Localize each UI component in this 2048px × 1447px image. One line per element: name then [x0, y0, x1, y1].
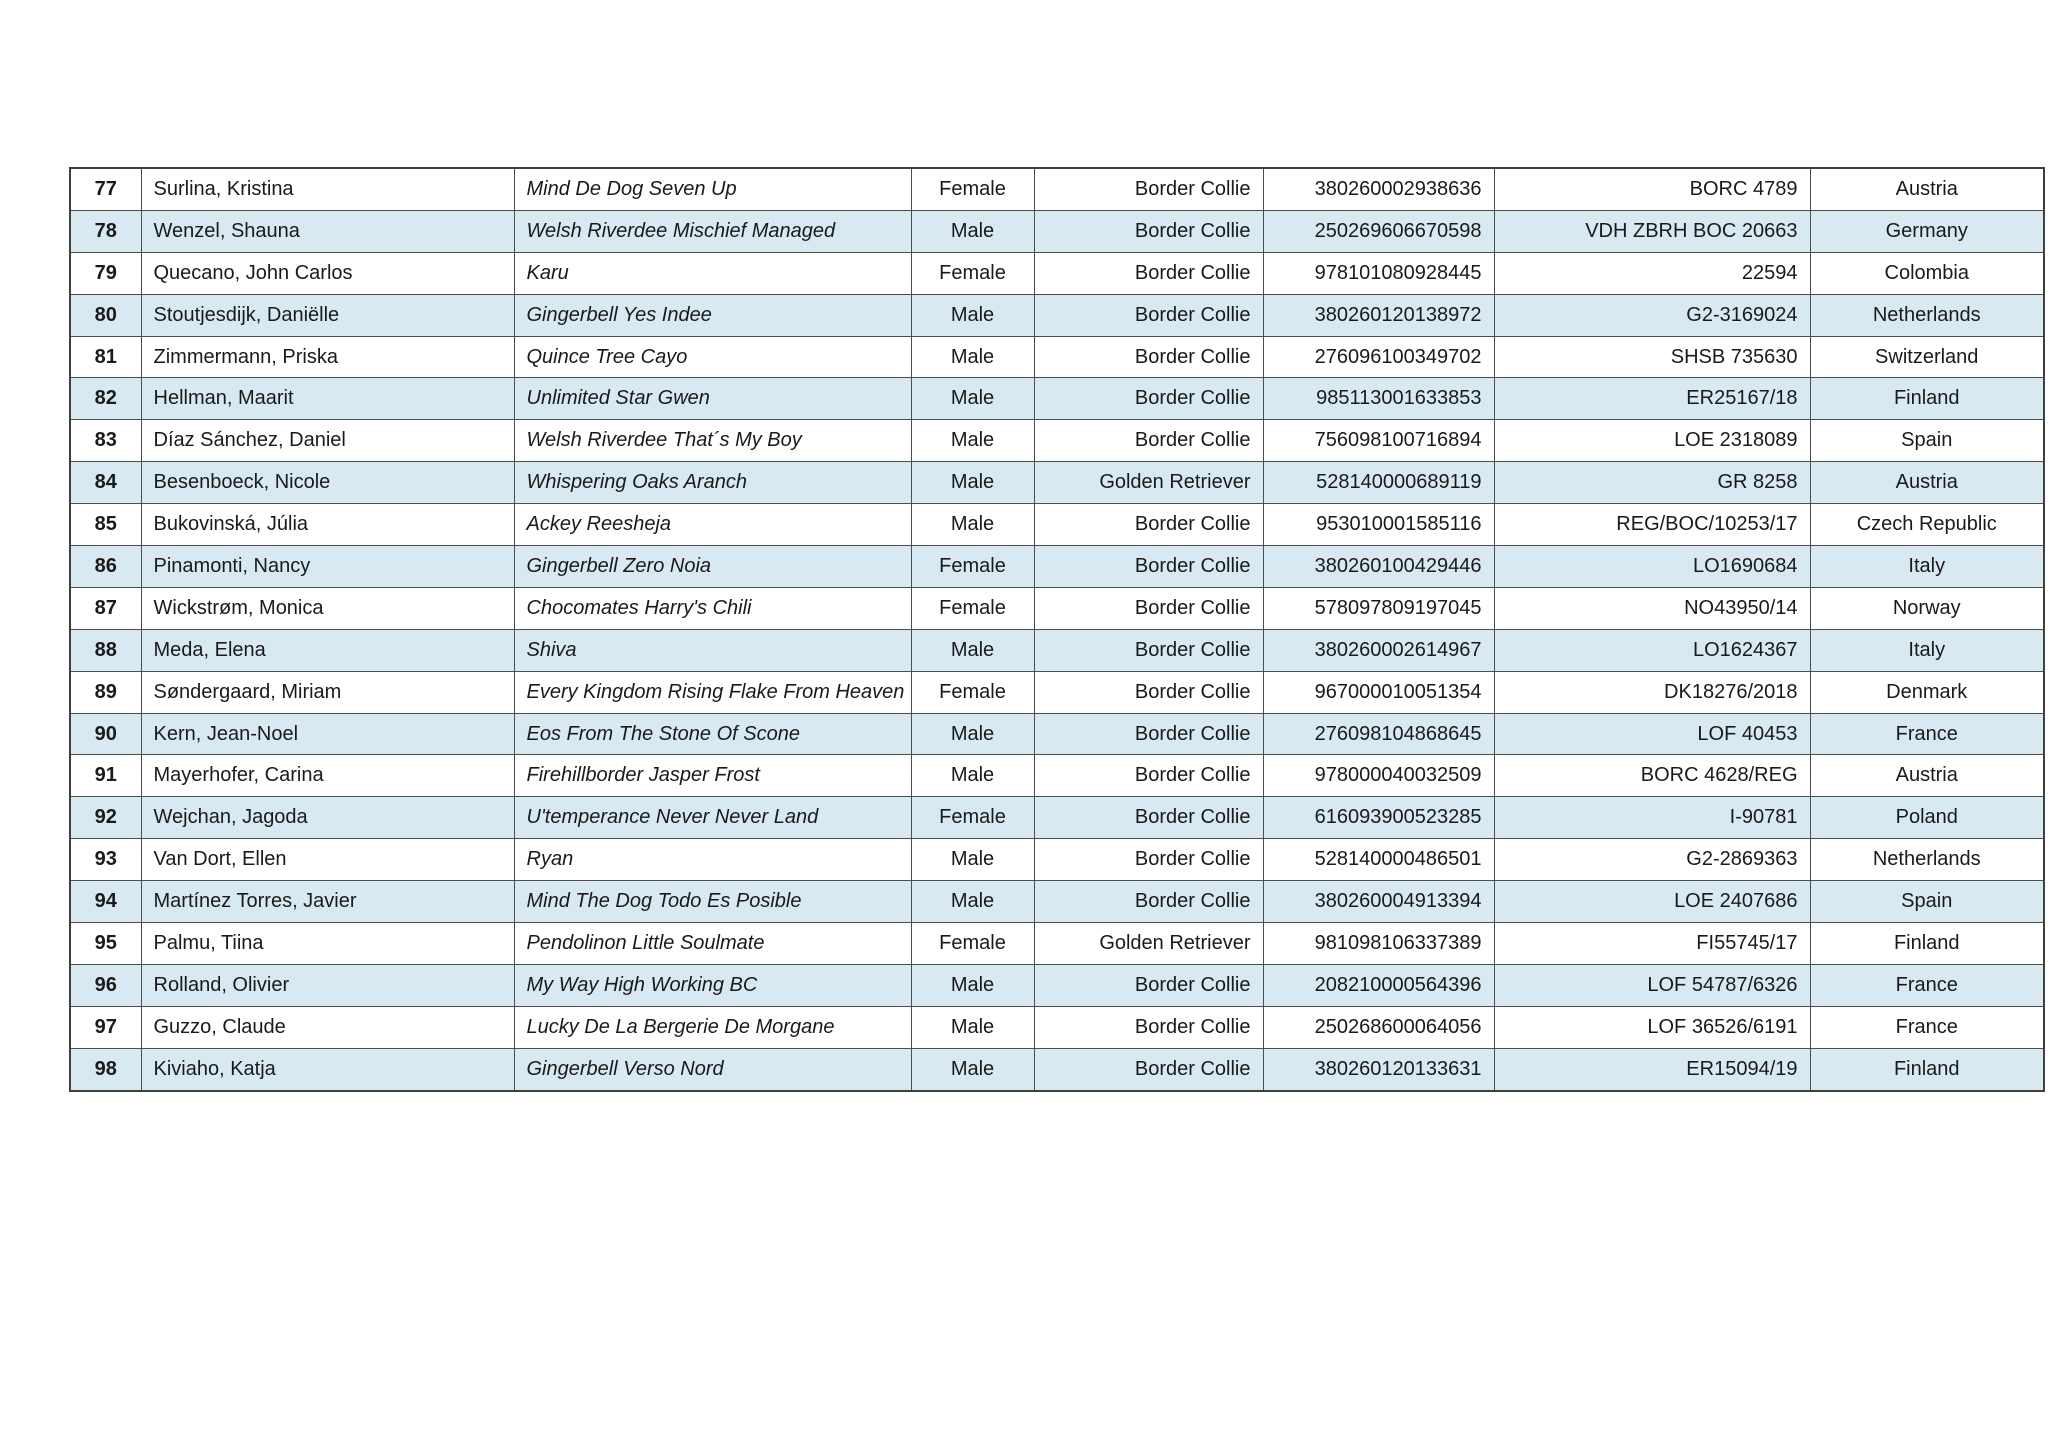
cell-registration-number: 22594 — [1494, 252, 1810, 294]
cell-entry-number: 85 — [70, 504, 141, 546]
cell-chip-number: 985113001633853 — [1263, 378, 1494, 420]
cell-registration-number: G2-2869363 — [1494, 839, 1810, 881]
cell-chip-number: 953010001585116 — [1263, 504, 1494, 546]
cell-chip-number: 756098100716894 — [1263, 420, 1494, 462]
cell-dog-name: Ackey Reesheja — [514, 504, 911, 546]
cell-breed: Golden Retriever — [1034, 462, 1263, 504]
cell-entry-number: 86 — [70, 546, 141, 588]
cell-breed: Border Collie — [1034, 252, 1263, 294]
cell-entry-number: 91 — [70, 755, 141, 797]
cell-sex: Male — [911, 378, 1034, 420]
cell-entry-number: 98 — [70, 1048, 141, 1090]
cell-country: Austria — [1810, 168, 2044, 210]
cell-breed: Border Collie — [1034, 797, 1263, 839]
cell-chip-number: 208210000564396 — [1263, 964, 1494, 1006]
cell-sex: Male — [911, 839, 1034, 881]
table-row — [70, 713, 2044, 755]
cell-dog-name: Pendolinon Little Soulmate — [514, 923, 911, 965]
cell-dog-name: Firehillborder Jasper Frost — [514, 755, 911, 797]
cell-chip-number: 528140000689119 — [1263, 462, 1494, 504]
cell-chip-number: 276096100349702 — [1263, 336, 1494, 378]
table-row — [70, 210, 2044, 252]
cell-dog-name: Gingerbell Verso Nord — [514, 1048, 911, 1090]
cell-dog-name: Shiva — [514, 629, 911, 671]
cell-sex: Female — [911, 252, 1034, 294]
table-row — [70, 546, 2044, 588]
cell-entry-number: 96 — [70, 964, 141, 1006]
cell-handler-name: Palmu, Tiina — [141, 923, 514, 965]
cell-chip-number: 380260004913394 — [1263, 881, 1494, 923]
cell-country: Czech Republic — [1810, 504, 2044, 546]
cell-dog-name: Every Kingdom Rising Flake From Heaven — [514, 671, 911, 713]
cell-country: Poland — [1810, 797, 2044, 839]
cell-registration-number: BORC 4789 — [1494, 168, 1810, 210]
table-row — [70, 881, 2044, 923]
cell-breed: Border Collie — [1034, 964, 1263, 1006]
cell-breed: Border Collie — [1034, 671, 1263, 713]
cell-dog-name: Lucky De La Bergerie De Morgane — [514, 1006, 911, 1048]
cell-registration-number: LO1624367 — [1494, 629, 1810, 671]
cell-country: Finland — [1810, 1048, 2044, 1090]
cell-country: Austria — [1810, 462, 2044, 504]
cell-breed: Border Collie — [1034, 336, 1263, 378]
table-row — [70, 629, 2044, 671]
cell-country: Spain — [1810, 881, 2044, 923]
cell-sex: Male — [911, 713, 1034, 755]
cell-country: Finland — [1810, 923, 2044, 965]
cell-country: Finland — [1810, 378, 2044, 420]
cell-registration-number: VDH ZBRH BOC 20663 — [1494, 210, 1810, 252]
table-row — [70, 168, 2044, 210]
cell-chip-number: 250269606670598 — [1263, 210, 1494, 252]
cell-chip-number: 380260100429446 — [1263, 546, 1494, 588]
cell-entry-number: 93 — [70, 839, 141, 881]
cell-country: Colombia — [1810, 252, 2044, 294]
cell-registration-number: I-90781 — [1494, 797, 1810, 839]
cell-entry-number: 94 — [70, 881, 141, 923]
cell-dog-name: Mind De Dog Seven Up — [514, 168, 911, 210]
cell-entry-number: 89 — [70, 671, 141, 713]
cell-dog-name: Mind The Dog Todo Es Posible — [514, 881, 911, 923]
cell-chip-number: 978000040032509 — [1263, 755, 1494, 797]
cell-sex: Male — [911, 964, 1034, 1006]
cell-entry-number: 83 — [70, 420, 141, 462]
cell-handler-name: Bukovinská, Júlia — [141, 504, 514, 546]
cell-chip-number: 967000010051354 — [1263, 671, 1494, 713]
entries-table-body — [70, 168, 2044, 1091]
cell-handler-name: Rolland, Olivier — [141, 964, 514, 1006]
cell-chip-number: 578097809197045 — [1263, 587, 1494, 629]
cell-registration-number: LOF 54787/6326 — [1494, 964, 1810, 1006]
cell-handler-name: Hellman, Maarit — [141, 378, 514, 420]
cell-entry-number: 90 — [70, 713, 141, 755]
cell-dog-name: Welsh Riverdee That´s My Boy — [514, 420, 911, 462]
cell-sex: Female — [911, 587, 1034, 629]
cell-handler-name: Zimmermann, Priska — [141, 336, 514, 378]
cell-handler-name: Mayerhofer, Carina — [141, 755, 514, 797]
cell-handler-name: Guzzo, Claude — [141, 1006, 514, 1048]
cell-handler-name: Wenzel, Shauna — [141, 210, 514, 252]
table-row — [70, 336, 2044, 378]
cell-chip-number: 981098106337389 — [1263, 923, 1494, 965]
cell-breed: Border Collie — [1034, 168, 1263, 210]
cell-entry-number: 84 — [70, 462, 141, 504]
cell-handler-name: Quecano, John Carlos — [141, 252, 514, 294]
cell-sex: Male — [911, 336, 1034, 378]
cell-chip-number: 978101080928445 — [1263, 252, 1494, 294]
cell-sex: Male — [911, 755, 1034, 797]
cell-breed: Border Collie — [1034, 378, 1263, 420]
table-row — [70, 1048, 2044, 1090]
cell-breed: Border Collie — [1034, 629, 1263, 671]
cell-country: Switzerland — [1810, 336, 2044, 378]
cell-handler-name: Surlina, Kristina — [141, 168, 514, 210]
cell-chip-number: 528140000486501 — [1263, 839, 1494, 881]
cell-breed: Border Collie — [1034, 713, 1263, 755]
cell-country: Norway — [1810, 587, 2044, 629]
cell-dog-name: Quince Tree Cayo — [514, 336, 911, 378]
cell-handler-name: Díaz Sánchez, Daniel — [141, 420, 514, 462]
cell-dog-name: Welsh Riverdee Mischief Managed — [514, 210, 911, 252]
cell-country: Italy — [1810, 629, 2044, 671]
cell-handler-name: Stoutjesdijk, Daniëlle — [141, 294, 514, 336]
cell-entry-number: 87 — [70, 587, 141, 629]
cell-handler-name: Martínez Torres, Javier — [141, 881, 514, 923]
cell-sex: Male — [911, 1048, 1034, 1090]
table-row — [70, 462, 2044, 504]
cell-entry-number: 78 — [70, 210, 141, 252]
cell-country: France — [1810, 1006, 2044, 1048]
cell-dog-name: Chocomates Harry's Chili — [514, 587, 911, 629]
cell-handler-name: Meda, Elena — [141, 629, 514, 671]
cell-country: France — [1810, 713, 2044, 755]
cell-handler-name: Kiviaho, Katja — [141, 1048, 514, 1090]
cell-handler-name: Pinamonti, Nancy — [141, 546, 514, 588]
cell-entry-number: 81 — [70, 336, 141, 378]
table-row — [70, 671, 2044, 713]
cell-dog-name: Gingerbell Yes Indee — [514, 294, 911, 336]
cell-entry-number: 92 — [70, 797, 141, 839]
cell-registration-number: FI55745/17 — [1494, 923, 1810, 965]
cell-chip-number: 276098104868645 — [1263, 713, 1494, 755]
cell-registration-number: BORC 4628/REG — [1494, 755, 1810, 797]
cell-sex: Male — [911, 881, 1034, 923]
cell-chip-number: 616093900523285 — [1263, 797, 1494, 839]
table-row — [70, 1006, 2044, 1048]
cell-breed: Golden Retriever — [1034, 923, 1263, 965]
cell-registration-number: G2-3169024 — [1494, 294, 1810, 336]
cell-registration-number: ER15094/19 — [1494, 1048, 1810, 1090]
cell-sex: Female — [911, 671, 1034, 713]
cell-entry-number: 88 — [70, 629, 141, 671]
cell-country: Italy — [1810, 546, 2044, 588]
cell-dog-name: Eos From The Stone Of Scone — [514, 713, 911, 755]
cell-entry-number: 97 — [70, 1006, 141, 1048]
cell-sex: Male — [911, 504, 1034, 546]
cell-sex: Male — [911, 462, 1034, 504]
cell-country: Germany — [1810, 210, 2044, 252]
table-row — [70, 587, 2044, 629]
cell-dog-name: Unlimited Star Gwen — [514, 378, 911, 420]
cell-breed: Border Collie — [1034, 839, 1263, 881]
table-row — [70, 839, 2044, 881]
table-row — [70, 964, 2044, 1006]
entries-table — [69, 167, 2045, 1092]
cell-breed: Border Collie — [1034, 587, 1263, 629]
cell-sex: Male — [911, 420, 1034, 462]
cell-entry-number: 77 — [70, 168, 141, 210]
cell-registration-number: ER25167/18 — [1494, 378, 1810, 420]
table-row — [70, 797, 2044, 839]
cell-chip-number: 250268600064056 — [1263, 1006, 1494, 1048]
cell-registration-number: DK18276/2018 — [1494, 671, 1810, 713]
cell-country: Spain — [1810, 420, 2044, 462]
cell-country: Austria — [1810, 755, 2044, 797]
cell-entry-number: 79 — [70, 252, 141, 294]
cell-country: Netherlands — [1810, 839, 2044, 881]
cell-dog-name: Karu — [514, 252, 911, 294]
cell-chip-number: 380260120138972 — [1263, 294, 1494, 336]
cell-sex: Male — [911, 1006, 1034, 1048]
cell-sex: Male — [911, 294, 1034, 336]
table-row — [70, 252, 2044, 294]
cell-sex: Male — [911, 629, 1034, 671]
cell-handler-name: Wickstrøm, Monica — [141, 587, 514, 629]
cell-registration-number: REG/BOC/10253/17 — [1494, 504, 1810, 546]
cell-registration-number: LOE 2318089 — [1494, 420, 1810, 462]
cell-breed: Border Collie — [1034, 504, 1263, 546]
cell-breed: Border Collie — [1034, 210, 1263, 252]
cell-dog-name: My Way High Working BC — [514, 964, 911, 1006]
cell-dog-name: U'temperance Never Never Land — [514, 797, 911, 839]
cell-registration-number: LO1690684 — [1494, 546, 1810, 588]
cell-breed: Border Collie — [1034, 546, 1263, 588]
cell-sex: Female — [911, 168, 1034, 210]
cell-registration-number: LOF 36526/6191 — [1494, 1006, 1810, 1048]
cell-country: Netherlands — [1810, 294, 2044, 336]
cell-registration-number: NO43950/14 — [1494, 587, 1810, 629]
table-row — [70, 923, 2044, 965]
cell-country: France — [1810, 964, 2044, 1006]
cell-chip-number: 380260120133631 — [1263, 1048, 1494, 1090]
cell-breed: Border Collie — [1034, 881, 1263, 923]
cell-sex: Female — [911, 546, 1034, 588]
cell-breed: Border Collie — [1034, 294, 1263, 336]
cell-breed: Border Collie — [1034, 1006, 1263, 1048]
cell-sex: Female — [911, 923, 1034, 965]
cell-handler-name: Van Dort, Ellen — [141, 839, 514, 881]
cell-handler-name: Søndergaard, Miriam — [141, 671, 514, 713]
cell-chip-number: 380260002614967 — [1263, 629, 1494, 671]
cell-breed: Border Collie — [1034, 1048, 1263, 1090]
cell-entry-number: 95 — [70, 923, 141, 965]
cell-country: Denmark — [1810, 671, 2044, 713]
cell-registration-number: GR 8258 — [1494, 462, 1810, 504]
cell-chip-number: 380260002938636 — [1263, 168, 1494, 210]
table-row — [70, 294, 2044, 336]
table-row — [70, 504, 2044, 546]
table-row — [70, 420, 2044, 462]
cell-dog-name: Ryan — [514, 839, 911, 881]
cell-handler-name: Kern, Jean-Noel — [141, 713, 514, 755]
cell-breed: Border Collie — [1034, 420, 1263, 462]
cell-registration-number: LOF 40453 — [1494, 713, 1810, 755]
cell-registration-number: LOE 2407686 — [1494, 881, 1810, 923]
cell-handler-name: Wejchan, Jagoda — [141, 797, 514, 839]
table-row — [70, 755, 2044, 797]
cell-sex: Male — [911, 210, 1034, 252]
cell-entry-number: 82 — [70, 378, 141, 420]
cell-dog-name: Gingerbell Zero Noia — [514, 546, 911, 588]
cell-sex: Female — [911, 797, 1034, 839]
cell-handler-name: Besenboeck, Nicole — [141, 462, 514, 504]
cell-entry-number: 80 — [70, 294, 141, 336]
cell-breed: Border Collie — [1034, 755, 1263, 797]
table-row — [70, 378, 2044, 420]
cell-registration-number: SHSB 735630 — [1494, 336, 1810, 378]
cell-dog-name: Whispering Oaks Aranch — [514, 462, 911, 504]
